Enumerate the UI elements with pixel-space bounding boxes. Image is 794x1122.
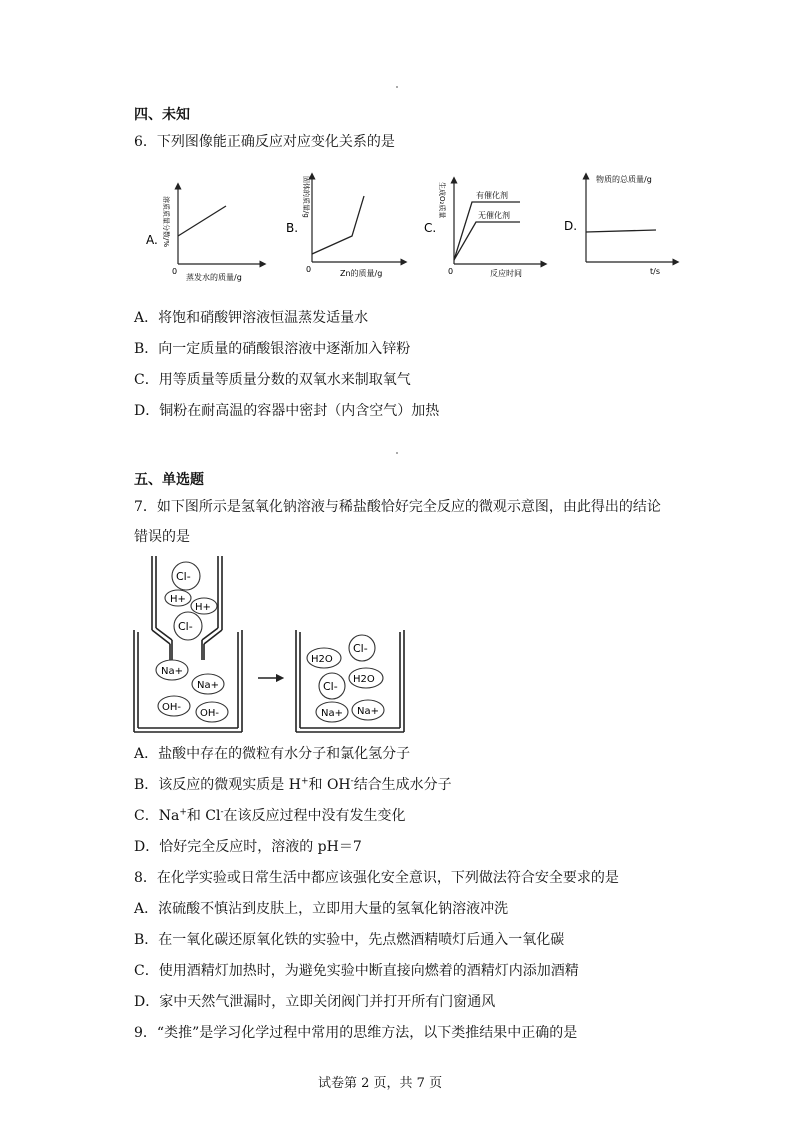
graph-c-xlabel: 反应时间 <box>490 269 522 278</box>
graph-b <box>278 168 410 284</box>
page-mark <box>396 452 398 454</box>
ion-funnel-3: H+ <box>195 602 211 613</box>
graph-b-letter: B. <box>286 221 299 235</box>
ion-funnel-4: Cl- <box>178 620 193 633</box>
question-7-stem-line2: 错误的是 <box>134 529 190 545</box>
ion-right-1: H2O <box>311 654 333 665</box>
q7-option-d: D．恰好完全反应时，溶液的 pH＝7 <box>134 839 362 855</box>
page-mark <box>396 86 398 88</box>
ion-right-4: H2O <box>353 674 375 685</box>
graph-a-origin: 0 <box>172 267 178 276</box>
ion-right-3: Cl- <box>323 680 338 693</box>
graph-d-ylabel: 物质的总质量/g <box>596 175 652 184</box>
graph-b-ylabel: 固体的质量/g <box>302 176 310 218</box>
graph-c-letter: C. <box>424 221 437 235</box>
graph-d-letter: D. <box>564 219 578 233</box>
graph-c-origin: 0 <box>448 267 454 276</box>
q8-option-d: D．家中天然气泄漏时，立即关闭阀门并打开所有门窗通风 <box>134 994 496 1010</box>
question-9-stem: 9．“类推”是学习化学过程中常用的思维方法，以下类推结果中正确的是 <box>134 1025 578 1041</box>
graph-a <box>138 172 268 284</box>
ion-right-6: Na+ <box>357 706 379 717</box>
graph-c-legend-2: 无催化剂 <box>478 211 510 220</box>
graph-c-ylabel: 生成O₂质量 <box>438 182 446 219</box>
q8-option-c: C．使用酒精灯加热时，为避免实验中断直接向燃着的酒精灯内添加酒精 <box>134 963 579 979</box>
ion-funnel-1: Cl- <box>176 570 191 583</box>
q7-option-c: C．Na+和 Cl-在该反应过程中没有发生变化 <box>134 807 406 824</box>
graph-c <box>420 172 552 284</box>
q7-option-a: A．盐酸中存在的微粒有水分子和氯化氢分子 <box>134 746 411 762</box>
graph-a-letter: A. <box>146 233 158 247</box>
page-footer: 试卷第 2 页，共 7 页 <box>318 1076 443 1091</box>
graph-c-legend-1: 有催化剂 <box>476 191 508 200</box>
q6-option-b: B．向一定质量的硝酸银溶液中逐渐加入锌粉 <box>134 341 411 357</box>
q8-option-a: A．浓硫酸不慎沾到皮肤上，立即用大量的氢氧化钠溶液冲洗 <box>134 901 509 917</box>
q6-option-a: A．将饱和硝酸钾溶液恒温蒸发适量水 <box>134 310 369 326</box>
question-6-stem: 6．下列图像能正确反应对应变化关系的是 <box>134 134 395 150</box>
question-7-stem-line1: 7．如下图所示是氢氧化钠溶液与稀盐酸恰好完全反应的微观示意图，由此得出的结论 <box>134 499 661 515</box>
q6-option-c: C．用等质量等质量分数的双氧水来制取氧气 <box>134 372 411 388</box>
q8-option-b: B．在一氧化碳还原氧化铁的实验中，先点燃酒精喷灯后通入一氧化碳 <box>134 932 565 948</box>
reaction-diagram <box>130 552 420 738</box>
graph-d-xlabel: t/s <box>650 267 660 276</box>
ion-left-4: OH- <box>200 708 219 719</box>
graph-d <box>560 166 690 280</box>
question-8-stem: 8．在化学实验或日常生活中都应该强化安全意识，下列做法符合安全要求的是 <box>134 870 619 886</box>
q7-option-b: B．该反应的微观实质是 H+和 OH-结合生成水分子 <box>134 776 452 793</box>
section-heading: 四、未知 <box>134 107 190 123</box>
q6-option-d: D．铜粉在耐高温的容器中密封（内含空气）加热 <box>134 403 440 419</box>
ion-left-3: OH- <box>162 702 181 713</box>
ion-left-1: Na+ <box>161 666 183 677</box>
graph-b-origin: 0 <box>306 265 312 274</box>
section-heading: 五、单选题 <box>134 472 204 488</box>
ion-right-5: Na+ <box>321 708 343 719</box>
ion-funnel-2: H+ <box>170 594 186 605</box>
graph-a-xlabel: 蒸发水的质量/g <box>186 273 242 282</box>
graph-a-ylabel: 溶质质量分数/% <box>162 196 170 248</box>
ion-right-2: Cl- <box>353 642 368 655</box>
graph-b-xlabel: Zn的质量/g <box>340 269 383 278</box>
ion-left-2: Na+ <box>197 680 219 691</box>
